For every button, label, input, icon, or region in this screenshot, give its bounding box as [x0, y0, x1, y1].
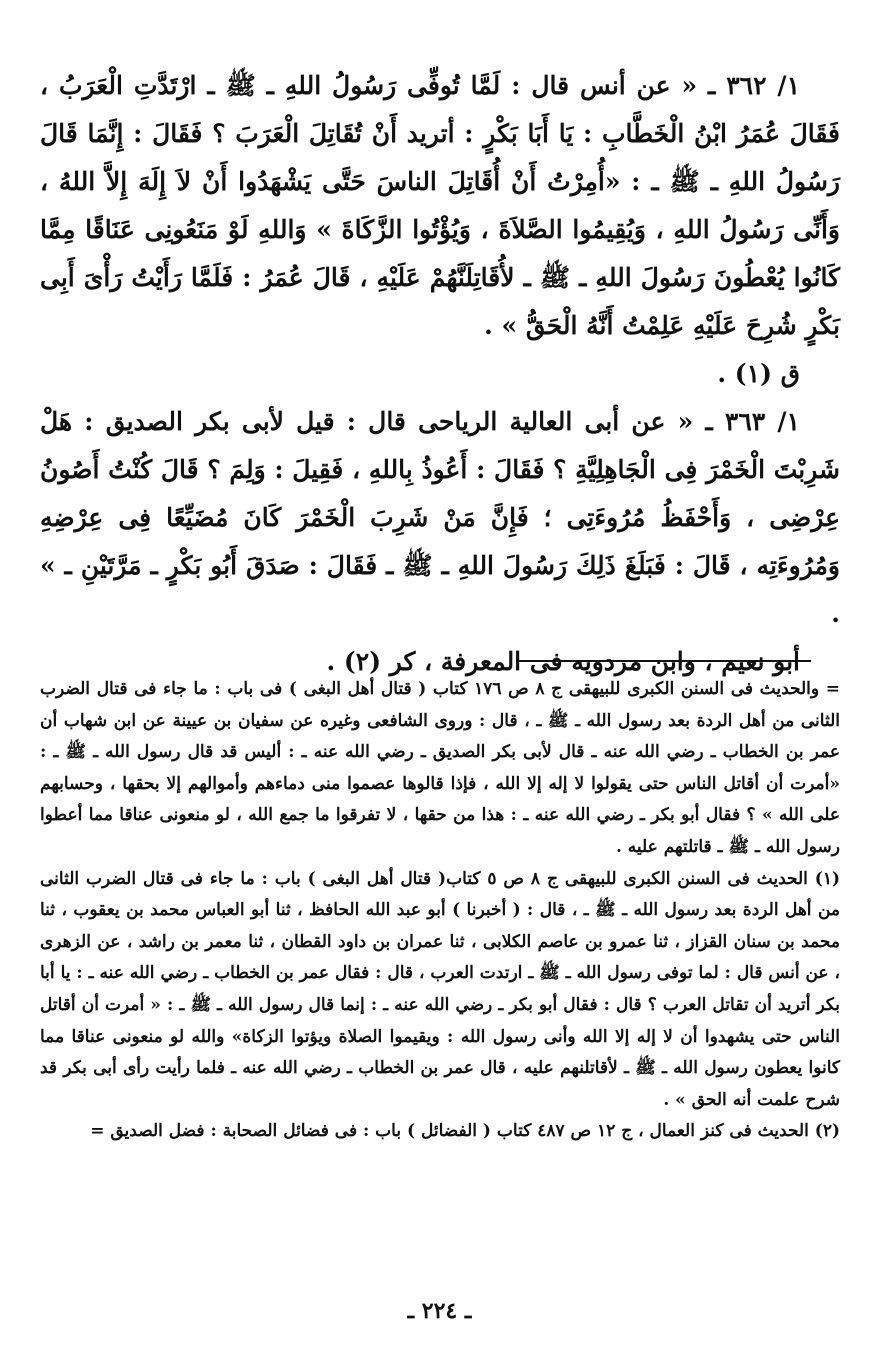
footnotes	[40, 674, 840, 1148]
hadith-362: ١/ ٣٦٢ ـ « عن أنس قال : لَمَّا تُوفِّى رَسُولُ اللهِ ـ ﷺ ـ ارْتَدَّتِ الْعَرَبُ ، فَقَالَ عُمَرُ ابْنُ الْخَطَّابِ : يَا أَبَا بَكْرٍ : أتريد أَنْ تُقَاتِلَ الْعَرَبَ ؟ فَقَالَ : إِنَّمَا قَالَ رَسُولُ اللهِ ـ ﷺ ـ : «أُمِرْتُ أَنْ أُقَاتِلَ الناسَ حَتَّى يَشْهَدُوا أَنْ لاَ إِلَهَ إِلاَّ اللهُ ، وَأَنِّى رَسُولُ اللهِ ، وَيُقِيمُوا الصَّلاَةَ ، وَيُؤْتُوا الزَّكَاةَ » وَاللهِ لَوْ مَنَعُونِى عَنَاقًا مِمَّا كَانُوا يُعْطُونَ رَسُولَ اللهِ ـ ﷺ ـ لأُقَاتِلَنَّهُمْ عَلَيْهِ ، قَالَ عُمَرُ : فَلَمَّا رَأَيْتُ رَأْىَ أَبِى بَكْرٍ شُرِحَ عَلَيْهِ عَلِمْتُ أَنَّهُ الْحَقُّ » .	[40, 71, 840, 340]
hadith-363: ١/ ٣٦٣ ـ « عن أبى العالية الرياحى قال : قيل لأبى بكر الصديق : هَلْ شَرِبْتَ الْخَمْرَ فِى الْجَاهِلِيَّةِ ؟ فَقَالَ : أَعُوذُ بِاللهِ ، فَقِيلَ : وَلِمَ ؟ قَالَ كُنْتُ أَصُونُ عِرْضِى ، وَأَحْفَظُ مُرُوءَتِى ؛ فَإِنَّ مَنْ شَرِبَ الْخَمْرَ كَانَ مُضَيِّعًا فِى عِرْضِهِ وَمُرُوءَتِه ، قَالَ : فَبَلَغَ ذَلِكَ رَسُولَ اللهِ ـ ﷺ ـ فَقَالَ : صَدَقَ أَبُو بَكْرٍ ـ مَرَّتَيْنِ ـ » .	[40, 407, 840, 628]
source-362: ق (١) .	[717, 359, 800, 388]
footnote-divider	[516, 660, 811, 662]
source-363: أبو نعيم ، وابن مردويه فى المعرفة ، كر (٢) .	[326, 647, 800, 676]
footnote-continuation: = والحديث فى السنن الكبرى للبيهقى ج ٨ ص ١٧٦ كتاب ( قتال أهل البغى ) فى باب : ما جاء فى قتال الضرب الثانى من أهل الردة بعد رسول الله ـ ﷺ ـ ، قال : وروى الشافعى وغيره عن سفيان بن عيينة عن ابن شهاب أن عمر بن الخطاب ـ رضي الله عنه ـ قال لأبى بكر الصديق ـ رضي الله عنه ـ : أليس قد قال رسول الله ـ ﷺ ـ : «أمرت أن أقاتل الناس حتى يقولوا لا إله إلا الله ، فإذا قالوها عصموا منى دماءهم وأموالهم إلا بحقها ، وحسابهم على الله » ؟ فقال أبو بكر ـ رضي الله عنه ـ : هذا من حقها ، لا تفرقوا ما جمع الله ، لو منعونى عناقا مما أعطوا رسول الله ـ ﷺ ـ قاتلتهم عليه .	[40, 679, 841, 857]
footnote-1: (١) الحديث فى السنن الكبرى للبيهقى ج ٨ ص ٥ كتاب( قتال أهل البغى ) باب : ما جاء فى قتال الضرب الثانى من أهل الردة بعد رسول الله ـ ﷺ ـ ، قال : ( أخبرنا ) أبو عبد الله الحافظ ، ثنا أبو العباس محمد بن يعقوب ، ثنا محمد بن سنان القزاز ، ثنا عمرو بن عاصم الكلابى ، ثنا عمران بن داود القطان ، ثنا معمر بن راشد ، عن الزهرى ، عن أنس قال : لما توفى رسول الله ـ ﷺ ـ ارتدت العرب ، قال : فقال عمر بن الخطاب ـ رضي الله عنه ـ : يا أبا بكر أتريد أن تقاتل العرب ؟ قال : فقال أبو بكر ـ رضي الله عنه ـ : إنما قال رسول الله ـ ﷺ ـ : « أمرت أن أقاتل الناس حتى يشهدوا أن لا إله إلا الله وأنى رسول الله : ويقيموا الصلاة ويؤتوا الزكاة» والله لو منعونى عناقا مما كانوا يعطون رسول الله ـ ﷺ ـ لأقاتلنهم عليه ، قال عمر بن الخطاب ـ رضي الله عنه ـ فلما رأيت رأى أبى بكر قد شرح علمت أنه الحق » .	[40, 868, 841, 1110]
page-number: ـ ٢٢٤ ـ	[407, 1298, 472, 1324]
footnote-2: (٢) الحديث فى كنز العمال ، ج ١٢ ص ٤٨٧ كتاب ( الفضائل ) باب : فى فضائل الصحابة : فضل الصديق =	[90, 1121, 840, 1142]
main-text	[40, 62, 840, 686]
